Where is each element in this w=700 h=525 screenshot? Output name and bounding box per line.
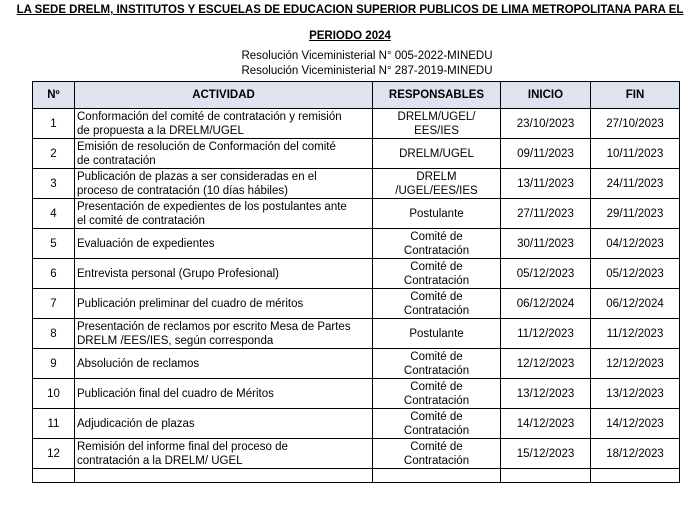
start-date-cell: 23/10/2023: [501, 109, 591, 139]
responsible-text-line-1: DRELM/UGEL/: [397, 110, 476, 123]
row-number-cell: 10: [33, 379, 75, 409]
table-row: [33, 349, 680, 379]
responsible-text-line-2: Contratación: [403, 304, 470, 317]
document-title-line-2: PERIODO 2024: [309, 30, 391, 42]
responsible-text-line-1: Comité de: [410, 260, 463, 273]
responsible-text-line-2: /UGEL/EES/IES: [395, 184, 478, 197]
activity-text-line-1: Absolución de reclamos: [77, 357, 200, 370]
start-date-cell: 11/12/2023: [501, 319, 591, 349]
activity-cell: [75, 319, 373, 349]
header-number: Nº: [33, 82, 75, 109]
resolution-reference-1: Resolución Viceministerial N° 005-2022-MINEDU: [241, 50, 493, 62]
responsible-text-line-1: Postulante: [409, 327, 464, 340]
activity-cell: [75, 259, 373, 289]
responsible-text-line-2: Contratación: [403, 244, 470, 257]
responsible-cell: [373, 139, 501, 169]
table-row: [33, 109, 680, 139]
responsible-text-line-2: EES/IES: [414, 124, 459, 137]
start-date-cell: 05/12/2023: [501, 259, 591, 289]
responsible-text-line-1: DRELM/UGEL: [399, 147, 474, 160]
responsible-text-line-1: Comité de: [410, 440, 463, 453]
activity-cell: [75, 349, 373, 379]
end-date-cell: 12/12/2023: [591, 349, 680, 379]
start-date-cell: 27/11/2023: [501, 199, 591, 229]
responsible-text-line-1: Comité de: [410, 380, 463, 393]
activity-cell: [75, 229, 373, 259]
row-number-cell: 12: [33, 439, 75, 469]
responsible-cell: [373, 229, 501, 259]
row-number-cell: 9: [33, 349, 75, 379]
table-row: [33, 259, 680, 289]
activity-text-line-2: el comité de contratación: [77, 214, 205, 227]
start-date-cell: 15/12/2023: [501, 439, 591, 469]
activity-text-line-1: Adjudicación de plazas: [77, 417, 195, 430]
table-row: [33, 229, 680, 259]
header-start-date: INICIO: [501, 82, 591, 109]
activity-text-line-2: de propuesta a la DRELM/UGEL: [77, 124, 244, 137]
document-title-line-1: LA SEDE DRELM, INSTITUTOS Y ESCUELAS DE EDUCACION SUPERIOR PUBLICOS DE LIMA METROPOLITANA PARA EL: [16, 4, 684, 16]
header-end-date: FIN: [591, 82, 680, 109]
responsible-cell: [373, 349, 501, 379]
responsible-cell: [373, 439, 501, 469]
empty-cell: [373, 469, 501, 483]
row-number-cell: 4: [33, 199, 75, 229]
responsible-text-line-2: Contratación: [403, 274, 470, 287]
table-row: [33, 439, 680, 469]
start-date-cell: 06/12/2024: [501, 289, 591, 319]
start-date-cell: 14/12/2023: [501, 409, 591, 439]
row-number-cell: 3: [33, 169, 75, 199]
table-row: [33, 199, 680, 229]
activity-text-line-1: Presentación de expedientes de los postulantes ante: [77, 200, 347, 213]
row-number-cell: 8: [33, 319, 75, 349]
responsible-text-line-1: Comité de: [410, 410, 463, 423]
start-date-cell: 09/11/2023: [501, 139, 591, 169]
empty-cell: [33, 469, 75, 483]
activity-text-line-1: Publicación de plazas a ser consideradas en el: [77, 170, 317, 183]
end-date-cell: 27/10/2023: [591, 109, 680, 139]
end-date-cell: 10/11/2023: [591, 139, 680, 169]
resolution-reference-2: Resolución Viceministerial N° 287-2019-MINEDU: [241, 65, 493, 77]
row-number-cell: 5: [33, 229, 75, 259]
responsible-text-line-2: Contratación: [403, 364, 470, 377]
activity-text-line-1: Evaluación de expedientes: [77, 237, 215, 250]
row-number-cell: 1: [33, 109, 75, 139]
end-date-cell: 13/12/2023: [591, 379, 680, 409]
responsible-text-line-2: Contratación: [403, 454, 470, 467]
row-number-cell: 7: [33, 289, 75, 319]
end-date-cell: 18/12/2023: [591, 439, 680, 469]
responsible-cell: [373, 109, 501, 139]
activity-text-line-1: Conformación del comité de contratación y remisión: [77, 110, 342, 123]
empty-cell: [75, 469, 373, 483]
end-date-cell: 11/12/2023: [591, 319, 680, 349]
responsible-cell: [373, 289, 501, 319]
table-row: [33, 379, 680, 409]
row-number-cell: 11: [33, 409, 75, 439]
end-date-cell: 04/12/2023: [591, 229, 680, 259]
responsible-cell: [373, 319, 501, 349]
table-body: [33, 109, 680, 483]
header-responsible: RESPONSABLES: [373, 82, 501, 109]
activity-cell: [75, 439, 373, 469]
empty-cell: [591, 469, 680, 483]
responsible-text-line-2: Contratación: [403, 424, 470, 437]
activity-text-line-1: Publicación final del cuadro de Méritos: [77, 387, 274, 400]
activity-cell: [75, 139, 373, 169]
table-header-row: [33, 82, 680, 109]
activity-text-line-1: Entrevista personal (Grupo Profesional): [77, 267, 279, 280]
table-row: [33, 289, 680, 319]
activity-text-line-2: DRELM /EES/IES, según corresponda: [77, 334, 274, 347]
activity-cell: [75, 199, 373, 229]
end-date-cell: 24/11/2023: [591, 169, 680, 199]
schedule-table: [32, 81, 680, 483]
table-row: [33, 409, 680, 439]
activity-cell: [75, 289, 373, 319]
activity-text-line-2: proceso de contratación (10 días hábiles): [77, 184, 288, 197]
responsible-cell: [373, 379, 501, 409]
responsible-cell: [373, 409, 501, 439]
responsible-cell: [373, 169, 501, 199]
start-date-cell: 13/11/2023: [501, 169, 591, 199]
activity-cell: [75, 109, 373, 139]
row-number-cell: 6: [33, 259, 75, 289]
table-row: [33, 319, 680, 349]
responsible-text-line-1: Comité de: [410, 230, 463, 243]
table-row: [33, 139, 680, 169]
table-row-cut-off: [33, 469, 680, 483]
end-date-cell: 14/12/2023: [591, 409, 680, 439]
activity-text-line-1: Publicación preliminar del cuadro de méritos: [77, 297, 304, 310]
table-row: [33, 169, 680, 199]
empty-cell: [501, 469, 591, 483]
header-activity: ACTIVIDAD: [75, 82, 373, 109]
responsible-text-line-1: Comité de: [410, 350, 463, 363]
activity-text-line-1: Presentación de reclamos por escrito Mesa de Partes: [77, 320, 351, 333]
start-date-cell: 30/11/2023: [501, 229, 591, 259]
start-date-cell: 13/12/2023: [501, 379, 591, 409]
start-date-cell: 12/12/2023: [501, 349, 591, 379]
responsible-text-line-1: DRELM: [416, 170, 457, 183]
row-number-cell: 2: [33, 139, 75, 169]
activity-text-line-1: Remisión del informe final del proceso de: [77, 440, 288, 453]
activity-cell: [75, 379, 373, 409]
activity-text-line-2: contratación a la DRELM/ UGEL: [77, 454, 243, 467]
responsible-cell: [373, 199, 501, 229]
activity-cell: [75, 169, 373, 199]
activity-cell: [75, 409, 373, 439]
responsible-text-line-1: Comité de: [410, 290, 463, 303]
responsible-text-line-2: Contratación: [403, 394, 470, 407]
activity-text-line-1: Emisión de resolución de Conformación del comité: [77, 140, 336, 153]
responsible-cell: [373, 259, 501, 289]
end-date-cell: 06/12/2024: [591, 289, 680, 319]
responsible-text-line-1: Postulante: [409, 207, 464, 220]
end-date-cell: 29/11/2023: [591, 199, 680, 229]
activity-text-line-2: de contratación: [77, 154, 156, 167]
end-date-cell: 05/12/2023: [591, 259, 680, 289]
